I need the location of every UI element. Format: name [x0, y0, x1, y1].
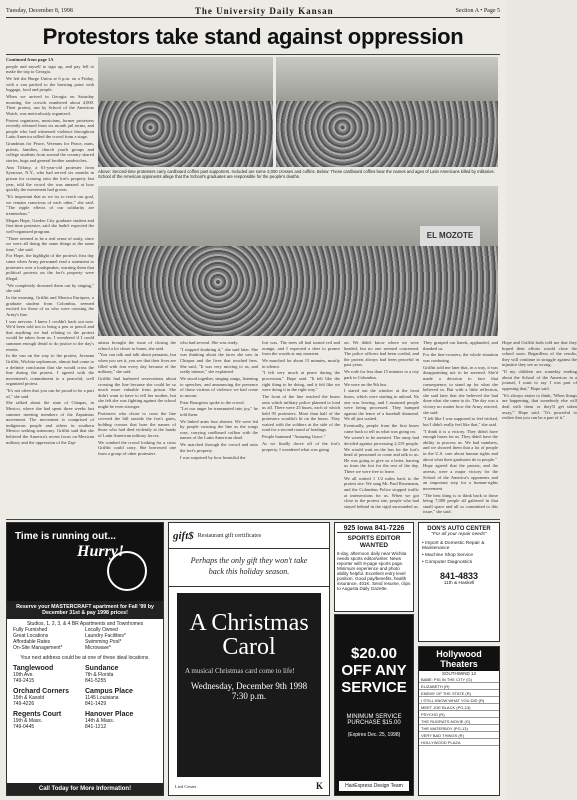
location-address: 1145 Louisiana: [85, 695, 119, 701]
ad-time-next: Your next address could be at one of these ideal locations.: [20, 655, 150, 661]
location-name: Hanover Place: [85, 711, 134, 718]
col1-paragraph: people and myself to sign up, and pay fell to make the trip to Georgia.: [6, 63, 94, 75]
col1-paragraph: Megan Hope, Garden City graduate student and first-time protester, said she hadn't expected the well-organized program.: [6, 217, 94, 234]
column-3-body: [180, 340, 258, 460]
ad-service-strip: HairExpress Design Team: [339, 781, 409, 791]
movie-title: BABE: PIG IN THE CITY (G): [419, 676, 499, 683]
col1-paragraph: She talked about the state of Chiapas, in Mexico, where she had spent three weeks last summer meeting members of the Zapatistas movement. The movement is comprised of indigenous people and others in southern Mexico seeking autonomy. Griffitt said that she believed the America's recent focus on Mexican military and the oppression of the Zap-: [6, 400, 94, 445]
header-date: Tuesday, December 8, 1998: [6, 7, 73, 14]
ad-divider: [6, 519, 500, 520]
col2-paragraph: "You can talk and talk about peasants, but when you see it, you see that their lives are filled with fear every day because of the military," she said.: [98, 352, 176, 375]
location-phone: 841-5255: [85, 678, 107, 684]
ad-time-feature: On-Site Management*: [13, 645, 63, 651]
movie-title: ELIZABETH (R): [419, 683, 499, 690]
photo-caption: Above: Second-time protesters carry cardboard coffins past supporters. Included are some 3,000 crosses and coffins. Below: These cardboard coffins bear the names and ages of Latin Americans killed by militaries. School of the Americas opponents allege that the School's graduates are responsible for the people's deaths.: [98, 169, 495, 179]
col5-paragraph: We weren't to be arrested. The army had decided against processing 2,319 people. We would wait on the bus for the fort's head of personnel to come and talk to us. He was going to give us a letter, barring us from the fort for the rest of the day. There we were free to leave.: [344, 435, 419, 474]
ad-auto-item: • Computer Diagnostics: [422, 560, 473, 565]
location-address: 15th & Kasold: [13, 695, 45, 701]
ad-time-location: [85, 688, 157, 707]
ad-dons-auto: [418, 522, 500, 642]
ad-service-expires: (Expires Dec. 25, 1998): [347, 732, 401, 738]
ad-salon-coupon: [334, 614, 414, 796]
col5-paragraph: We were on the 9th bus.: [344, 381, 388, 387]
photo-coffins-top-left: [98, 57, 273, 167]
location-address: 14th & Mass.: [85, 718, 115, 724]
movie-title: PSYCHO (R): [419, 711, 499, 718]
ad-carol-title: A Christmas Carol: [189, 610, 309, 660]
photo-crowd: [98, 101, 273, 167]
ad-time-footer: Call Today for More Information!: [7, 783, 163, 795]
photo-sky: [276, 57, 498, 101]
column-5-body: [344, 340, 577, 518]
article-column-3: [180, 340, 258, 518]
protest-sign: EL MOZOTE: [420, 226, 480, 246]
article-column-2: [98, 340, 176, 518]
col3-paragraph: who had several. She was ready.: [180, 340, 239, 345]
col1-paragraph: In the van on the way to the protest, Jovanna Griffitt, Wichita sophomore, almost had come to a definite conclusion that she would cross the line during the protest. I agreed with the movement's commitment to a peaceful, well organized protest.: [6, 353, 94, 387]
ad-time-locations: [7, 663, 163, 736]
ad-time-location: [13, 711, 85, 730]
showtime-row: [419, 683, 499, 690]
ad-auto-item: • Import & Domestic Repair & Maintenance: [422, 541, 485, 551]
col1-paragraph: For Hope, the highlight of the protest's first day came when Army personnel read a statement to protesters over a loudspeaker, warning them that political protests on the fort's property were illegal.: [6, 253, 94, 281]
movie-title: MEET JOE BLACK (PG-13): [419, 704, 499, 711]
ad-holly-sub: SOUTHWIND 12: [441, 671, 476, 676]
movie-title: HOLLYWOOD PLAZA: [419, 739, 499, 746]
ad-time-location: [85, 711, 157, 730]
ad-gift-brand: gift$: [173, 529, 194, 542]
masthead: The University Daily Kansan: [194, 5, 334, 16]
location-name: Sundance: [85, 665, 119, 672]
showtime-row: [419, 718, 499, 725]
ad-auto-item: • Machine Shop Service: [422, 553, 474, 558]
col5-paragraph: "If my children are someday reading about the School of the Americas in a journal, I want to say I was part of opposing that," Hope said.: [502, 369, 577, 391]
showtime-row: [419, 704, 499, 711]
ad-time-feature: Laundry Facilities*: [85, 633, 126, 639]
ad-time-feature: Fully Furnished: [13, 627, 48, 633]
divider: [6, 54, 500, 55]
ad-holly-title: Hollywood Theaters: [419, 647, 499, 671]
ad-time-feature: Microwave*: [85, 645, 111, 651]
column-2-body: [98, 340, 176, 457]
col5-paragraph: Hope and Griffitt both told me that they hoped their efforts would close the school soon. Regardless of the results, they will continue to struggle against the injustice they see as wrong.: [502, 340, 577, 368]
col5-paragraph: "It's always easier to think, 'When things are happening, that somebody else will deal with them or they'll get taken away,'" Hope said. "It's powerful to realize that you can be a part of it.": [502, 392, 577, 421]
location-phone: 749-2415: [13, 678, 35, 684]
location-address: 10th Ave.: [13, 672, 34, 678]
ad-time-feature: Locally Owned: [85, 627, 118, 633]
ad-time-feature: Studios, 1, 2, 3, & 4 BR Apartments and Townhomes: [26, 621, 144, 627]
ad-sports-title: SPORTS EDITOR WANTED: [347, 535, 401, 549]
photo-crowd: [98, 246, 498, 336]
col4-paragraph: The front of the line reached the buses onto which military police planned to load us all. There were 25 buses, each of which held 95 protesters. More than half of the protesters wouldn't fit on the buses. They waited with the soldiers at the side of the road for a second round of loadings.: [262, 393, 340, 433]
ad-sports-body: 6-day, afternoon daily near Wichita needs sports editor/writer. News reporter with 8-page sports page. Minimum experience and photo ability helpful. Excellent entry level position. Good pay/benefits, health insurance, 401K. Send resume, clips to Augusta Daily Gazette.: [337, 551, 411, 591]
col4-paragraph: As we finally drove off of the fort's property, I wondered what was going: [262, 441, 340, 452]
movie-title: ENEMY OF THE STATE (R): [419, 690, 499, 697]
ad-carol-musical: A musical Christmas card come to life!: [185, 667, 295, 675]
col3-paragraph: "I stopped doubting it," she said later. She was thinking about the faces she saw in Chiapas and the lives that touched hers. She said, "It was very moving to us, and really intense," she explained.: [180, 346, 258, 375]
photo-crosses-top-right: [276, 57, 498, 167]
col5-paragraph: Hope agreed that the protest, and the arrests, were a major victory for the School of the America's opponents and an important step for a human-rights movement.: [423, 463, 498, 491]
showtime-row: [419, 711, 499, 718]
ad-time-features: [7, 619, 163, 653]
movie-title: THE RUGRATS MOVIE (G): [419, 718, 499, 725]
ad-hurry-text: Hurry!: [77, 543, 125, 560]
ad-service-offer: $20.00 OFF ANY SERVICE: [341, 645, 407, 696]
col1-paragraph: In the morning, Griffitt and Monica Enriquez, a graduate student from Colombia, seemed excited for those of us who were crossing the Army's line.: [6, 295, 94, 317]
ad-time-location: [13, 688, 85, 707]
col1-paragraph: Ann Tiffany, a 61-year-old protester from Syracuse, N.Y., who had served six months in prison for crossing onto the fort's property last year, told the crowd she was amazed at how quickly the movement had grown.: [6, 164, 94, 193]
col3-paragraph: "Let our anger be transmuted into joy," he told them.: [180, 406, 258, 417]
col3-paragraph: We marched through the crowd and onto the fort's property.: [180, 442, 258, 453]
col5-paragraph: "The best thing is to think back to those being 7,000 people all gathered in that small space and all so committed to this issue," she said.: [423, 492, 498, 515]
movie-title: THE WATERBOY (PG-13): [419, 725, 499, 732]
article-column-1: [6, 57, 94, 517]
col4-paragraph: We marched for about 15 minutes, mostly in silence.: [262, 357, 340, 369]
col5-paragraph: "I think it is a victory. They didn't have enough buses for us. They didn't have the ability to process us. We had numbers, and we showed them that a lot of people in the U.S. care about human rights and about what their graduates do to people.": [423, 428, 498, 462]
movie-title: VERY BAD THINGS (R): [419, 732, 499, 739]
location-name: Tanglewood: [13, 665, 54, 672]
ad-auto-list: [422, 541, 496, 565]
col5-paragraph: on. We didn't know where we were headed, but no one seemed concerned. The police officers had been cordial, and the protest always had been peaceful in past years.: [344, 340, 419, 368]
col5-paragraph: I stared out the window at the front buses, which were starting to unload. No one was leaving, and I assumed people were being processed. They bumped against the fence of a baseball diamond. We all just waited.: [344, 388, 419, 422]
col3-paragraph: We linked arms four abreast. We were led by people crossing the line as the songs rose, carrying cardboard coffins with the names of the Latin American dead.: [180, 418, 258, 441]
photo-sky: [98, 57, 273, 101]
photo-crowd-main: [98, 186, 498, 336]
showtime-row: [419, 725, 499, 732]
ad-gift-logos: [175, 779, 323, 793]
col2-paragraph: We combed the crowd looking for a cross Griffitt could carry. She borrowed one from a group of other protesters: [98, 439, 176, 457]
ad-auto-phone: 841-4833: [439, 571, 479, 581]
ad-time-banner: [7, 523, 163, 601]
col1-paragraph: "It's not often that you can be proud to be a part of," she said.: [6, 388, 94, 399]
location-name: Campus Place: [85, 688, 133, 695]
ad-gift-banner: [169, 523, 329, 549]
col1-paragraph: "It's important that as we try to reach our goal, we remain conscious of each other," she said. "The ripple effects of our solidarity are tremendous.": [6, 193, 94, 216]
photo-crowd: [276, 101, 498, 167]
col3-paragraph: We stood together, singing songs, listening to speeches, and announcing the presence of those victims of violence we had come to mourn.: [180, 375, 258, 398]
ad-time-reserve: Reserve your MASTERCRAFT apartment for Fall '99 by December 31st & pay 1998 prices!: [7, 601, 163, 619]
col1-paragraph: Protest organizers, musicians, former protesters recently released from six month jail terms, and people who had witnessed violence throughout Latin America rallied the crowd from a stage.: [6, 117, 94, 140]
ad-hollywood-theaters: [418, 646, 500, 796]
ad-auto-slogan: "For all your repair needs": [431, 532, 487, 537]
ad-time-feature: Swimming Pool*: [85, 639, 122, 645]
col1-paragraph: "We completely drowned them out by singing," she said.: [6, 282, 94, 294]
showtime-row: [419, 697, 499, 704]
ad-auto-title: DON'S AUTO CENTER: [427, 526, 491, 532]
column-1-body: [6, 64, 94, 445]
location-address: 19th & Mass.: [13, 718, 43, 724]
location-name: Orchard Corners: [13, 688, 70, 695]
location-address: 7th & Florida: [85, 672, 114, 678]
article-column-4: [262, 340, 340, 518]
col3-paragraph: I was surprised by how beautiful the: [180, 454, 246, 460]
location-phone: 841-1212: [85, 724, 107, 730]
col5-paragraph: Griffitt told me later that, in a way, it was disappointing not to be arrested. She'd made a decision to face that consequence, to stand up for what she believed in. But with a little reflection, she said later that she believed she had done what she came to do. The day was a victory no matter how the Army reacted, she said.: [423, 364, 498, 415]
ad-phone-top: 925 Iowa 841-7226: [337, 525, 411, 533]
col2-paragraph: Griffitt had harbored reservations about crossing the line because she could be so much more valuable from prison. She didn't want to have to tell her mother, but she felt she was fighting against the school might be even stronger.: [98, 375, 176, 409]
ad-sports-editor: [334, 522, 414, 612]
ad-gift-certificates: [168, 522, 330, 796]
col5-paragraph: Eventually, people from the first buses came back to tell us what was going on.: [344, 423, 419, 434]
location-phone: 749-0445: [13, 724, 35, 730]
article-column-5: [344, 340, 577, 518]
header-section: Section A • Page 5: [455, 7, 500, 14]
location-phone: 841-1429: [85, 701, 107, 707]
page-header: [6, 4, 500, 18]
col1-paragraph: We left the Burge Union at 6 p.m. on a Friday, with a van packed to the bursting point with luggage, food and people.: [6, 76, 94, 93]
lied-center-logo: Lied Center: [175, 783, 197, 789]
ad-gift-tagline: Perhaps the only gift they won't take back this holiday season.: [169, 549, 329, 587]
ad-time-location: [85, 665, 157, 684]
showtime-row: [419, 690, 499, 697]
location-name: Regents Court: [13, 711, 62, 718]
col1-paragraph: I was nervous. I knew I couldn't back out now. We'd been told not to bring a pen or pencil and that anything we had relating to the protest would be taken from us. I wondered if I could summon enough detail to do justice to the day's events.: [6, 318, 94, 352]
col1-paragraph: "There seemed to be a real sense of unity, since we were all doing the same things at the same time," she said.: [6, 235, 94, 252]
col2-paragraph: Protesters who chose to cross the line covered the hill outside the fort's gates, holding crosses that bore the names of those who had died violently at the hands of Latin American military forces.: [98, 410, 176, 439]
ad-auto-address: 11th & Haskell: [443, 581, 475, 586]
column-4-body: [262, 340, 340, 452]
showtimes-table: [419, 676, 499, 746]
ad-carol-date: Wednesday, December 9th 1998 7:30 p.m.: [190, 681, 308, 701]
col2-paragraph: atistas brought the issue of closing the school a lot closer to home, she said.: [98, 340, 176, 351]
ad-time-feature: Great Locations: [13, 633, 49, 639]
col5-paragraph: For the line-crossers, the whole situation was confusing.: [423, 352, 498, 363]
ad-time-location: [13, 665, 85, 684]
col4-paragraph: People hummed "Amazing Grace.": [262, 434, 326, 440]
ad-gift-sub: Restaurant gift certificates: [197, 532, 262, 539]
col5-paragraph: We rode for less than 15 minutes to a city park in Columbus.: [344, 369, 419, 380]
ad-service-fee: PURCHASE $15.00: [347, 720, 401, 726]
ad-christmas-carol: [177, 593, 321, 777]
ad-service-minimum: MINIMUM SERVICE: [346, 714, 402, 720]
col5-paragraph: "I felt like I was supposed to feel tricked, but I didn't really feel like that," she said.: [423, 416, 498, 427]
col3-paragraph: Friar Bourgeois spoke to the crowd.: [180, 399, 245, 405]
col1-paragraph: When we arrived in Georgia on Saturday morning, the crowds numbered about 4,000. Their protest, run by School of the Americas Watch, was meticulously organized.: [6, 94, 94, 116]
movie-title: I STILL KNOW WHAT YOU DID (R): [419, 697, 499, 704]
col4-paragraph: "I felt very much at peace during the procession," Hope said. "It felt like the right thing to be doing, and it felt like we were doing it in the right way.": [262, 370, 340, 393]
showtime-row: [419, 732, 499, 739]
ad-time-feature: Affordable Rates: [13, 639, 51, 645]
col1-paragraph: Grandmas for Peace, Veterans for Peace, nuns, priests, families, church youth groups and college students from around the country shared stories, hugs and general brother sandwiches.: [6, 141, 94, 164]
k-logo: K: [315, 781, 323, 791]
ad-mastercraft-apartments: [6, 522, 164, 796]
headline: Protestors take stand against oppression: [42, 24, 464, 49]
showtime-row: [419, 739, 499, 746]
ad-time-headline: Time is running out...: [15, 531, 116, 542]
col5-paragraph: We all waited 1 1/2 miles back to the protest site. We sang Mr. Paul Rosemann, and the Columbus Police stopped traffic at intersections for us. When we got close to the protest site, people who had stayed behind in the rigid surrounded us. They grasped our hands, applauded, and thanked us.: [344, 340, 498, 509]
continued-label: Continued from page 1A: [6, 57, 54, 62]
location-phone: 749-4226: [13, 701, 35, 707]
col4-paragraph: fort was. The trees all had turned red and orange, and I expected a deer to prance from the woods at any moment.: [262, 340, 340, 357]
